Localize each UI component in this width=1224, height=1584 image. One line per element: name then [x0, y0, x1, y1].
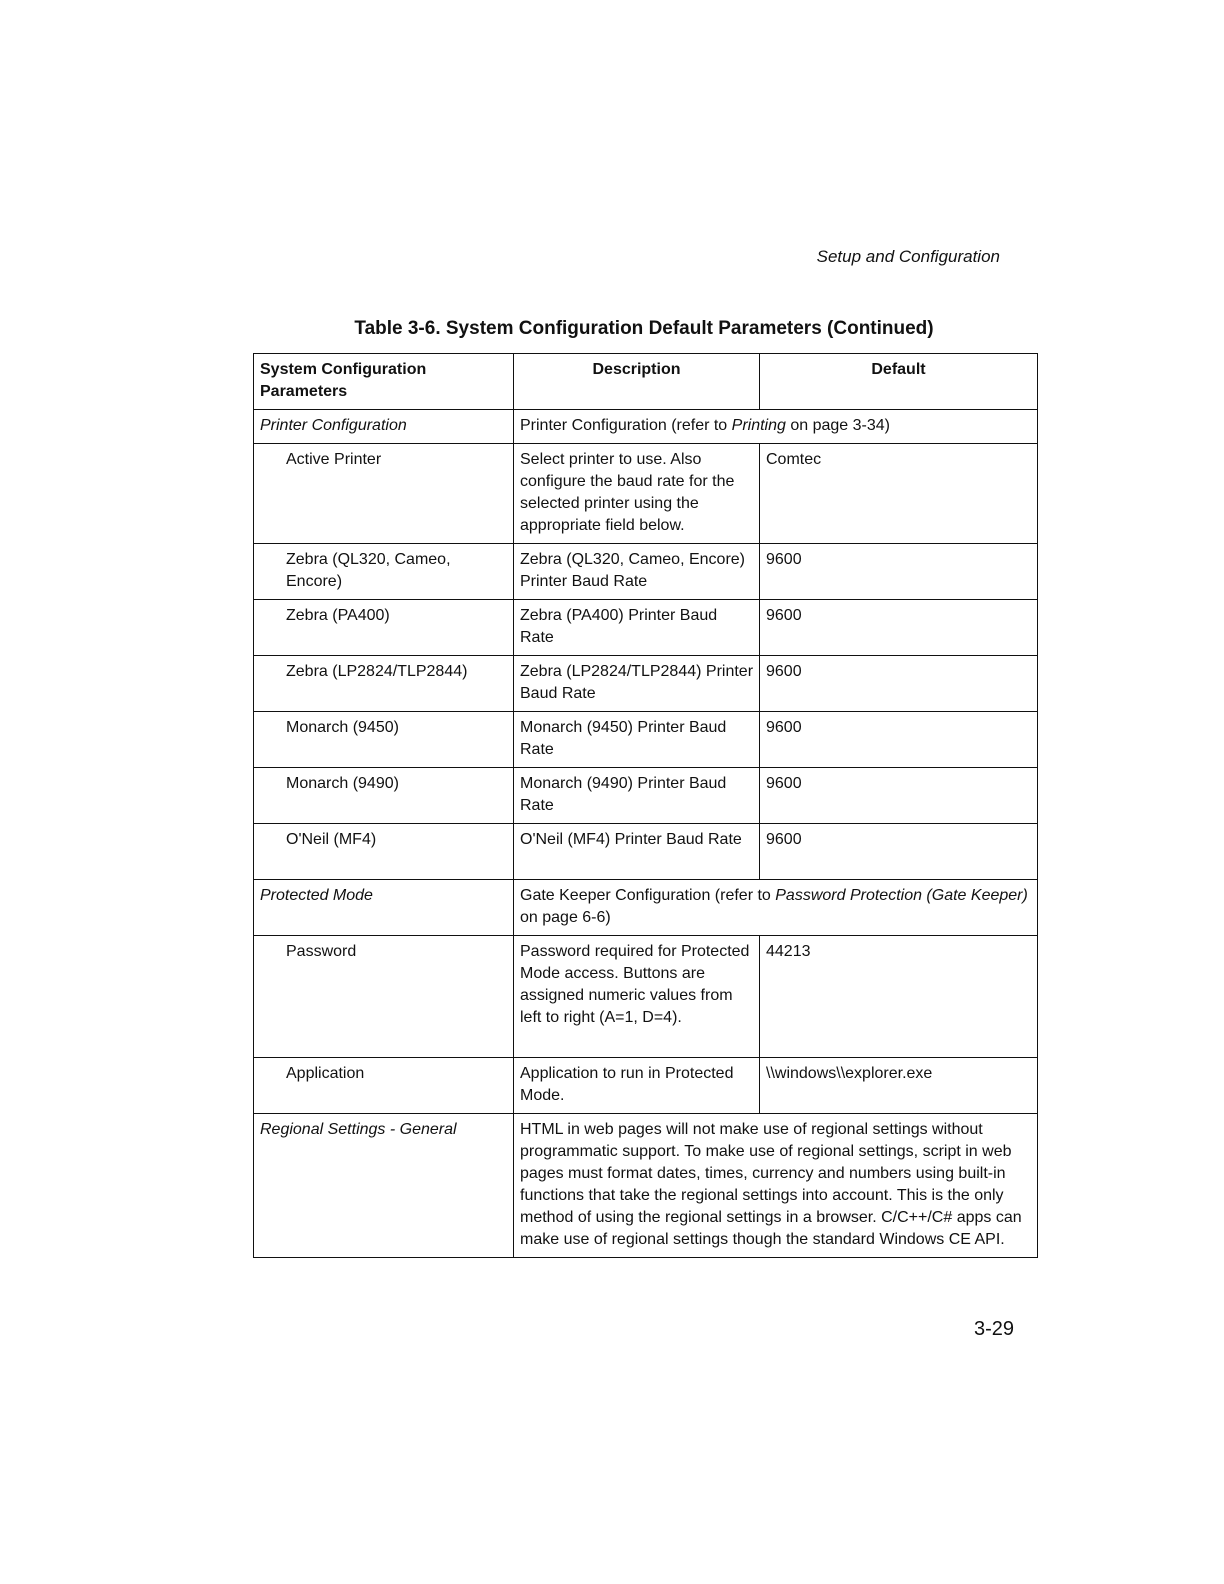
table-row	[254, 824, 1038, 880]
parameter-description: Password required for Protected Mode access. Buttons are assigned numeric values from left to right (A=1, D=4).	[514, 936, 760, 1058]
parameter-description: Zebra (LP2824/TLP2844) Printer Baud Rate	[514, 656, 760, 712]
description-text: on page 6-6)	[520, 909, 611, 926]
parameter-default: 9600	[760, 600, 1038, 656]
table-row	[254, 712, 1038, 768]
parameter-default: 9600	[760, 544, 1038, 600]
section-description	[514, 880, 1038, 936]
parameter-default: 9600	[760, 824, 1038, 880]
section-name: Regional Settings - General	[254, 1114, 514, 1258]
parameter-name: Password	[254, 936, 514, 1058]
section-name: Printer Configuration	[254, 410, 514, 444]
parameter-description: Zebra (QL320, Cameo, Encore) Printer Baud Rate	[514, 544, 760, 600]
table-row	[254, 544, 1038, 600]
description-text: Gate Keeper Configuration (refer to	[520, 887, 776, 904]
table-row	[254, 600, 1038, 656]
parameter-description: Application to run in Protected Mode.	[514, 1058, 760, 1114]
table-row	[254, 444, 1038, 544]
parameter-default: \\windows\\explorer.exe	[760, 1058, 1038, 1114]
table-title: Table 3-6. System Configuration Default Parameters (Continued)	[354, 318, 934, 339]
cross-reference-link[interactable]: Password Protection (Gate Keeper)	[775, 887, 1028, 904]
column-header-parameters: System Configuration Parameters	[254, 354, 514, 410]
config-table	[253, 353, 1038, 1258]
section-row-regional-settings	[254, 1114, 1038, 1258]
parameter-name: Zebra (PA400)	[254, 600, 514, 656]
parameter-default: 9600	[760, 712, 1038, 768]
parameter-description: Monarch (9450) Printer Baud Rate	[514, 712, 760, 768]
column-header-default: Default	[760, 354, 1038, 410]
parameter-description: O'Neil (MF4) Printer Baud Rate	[514, 824, 760, 880]
parameter-description: Select printer to use. Also configure the baud rate for the selected printer using the appropriate field below.	[514, 444, 760, 544]
parameter-description: Zebra (PA400) Printer Baud Rate	[514, 600, 760, 656]
parameter-name: Active Printer	[254, 444, 514, 544]
cross-reference-link[interactable]: Printing	[731, 417, 786, 434]
section-row-protected-mode	[254, 880, 1038, 936]
parameter-name: Zebra (QL320, Cameo, Encore)	[254, 544, 514, 600]
description-text: Printer Configuration (refer to	[520, 417, 732, 434]
table-row	[254, 656, 1038, 712]
parameter-default: Comtec	[760, 444, 1038, 544]
table-row	[254, 936, 1038, 1058]
table-header-row	[254, 354, 1038, 410]
parameter-name: Monarch (9450)	[254, 712, 514, 768]
table-row	[254, 1058, 1038, 1114]
parameter-name: Zebra (LP2824/TLP2844)	[254, 656, 514, 712]
column-header-description: Description	[514, 354, 760, 410]
table-row	[254, 768, 1038, 824]
parameter-name: Monarch (9490)	[254, 768, 514, 824]
parameter-name: O'Neil (MF4)	[254, 824, 514, 880]
parameter-default: 9600	[760, 656, 1038, 712]
parameter-name: Application	[254, 1058, 514, 1114]
parameter-description: Monarch (9490) Printer Baud Rate	[514, 768, 760, 824]
parameter-default: 9600	[760, 768, 1038, 824]
section-description: HTML in web pages will not make use of regional settings without programmatic support. To make use of regional settings, script in web pages must format dates, times, currency and numbers using built-in functions that take the regional settings into account. This is the only method of using the regional settings in a browser. C/C++/C# apps can make use of regional settings though the standard Windows CE API.	[514, 1114, 1038, 1258]
section-row-printer-configuration	[254, 410, 1038, 444]
section-description	[514, 410, 1038, 444]
parameter-default: 44213	[760, 936, 1038, 1058]
running-header: Setup and Configuration	[816, 247, 1000, 266]
section-name: Protected Mode	[254, 880, 514, 936]
description-text: on page 3-34)	[785, 417, 890, 434]
page-number: 3-29	[973, 1318, 1014, 1340]
